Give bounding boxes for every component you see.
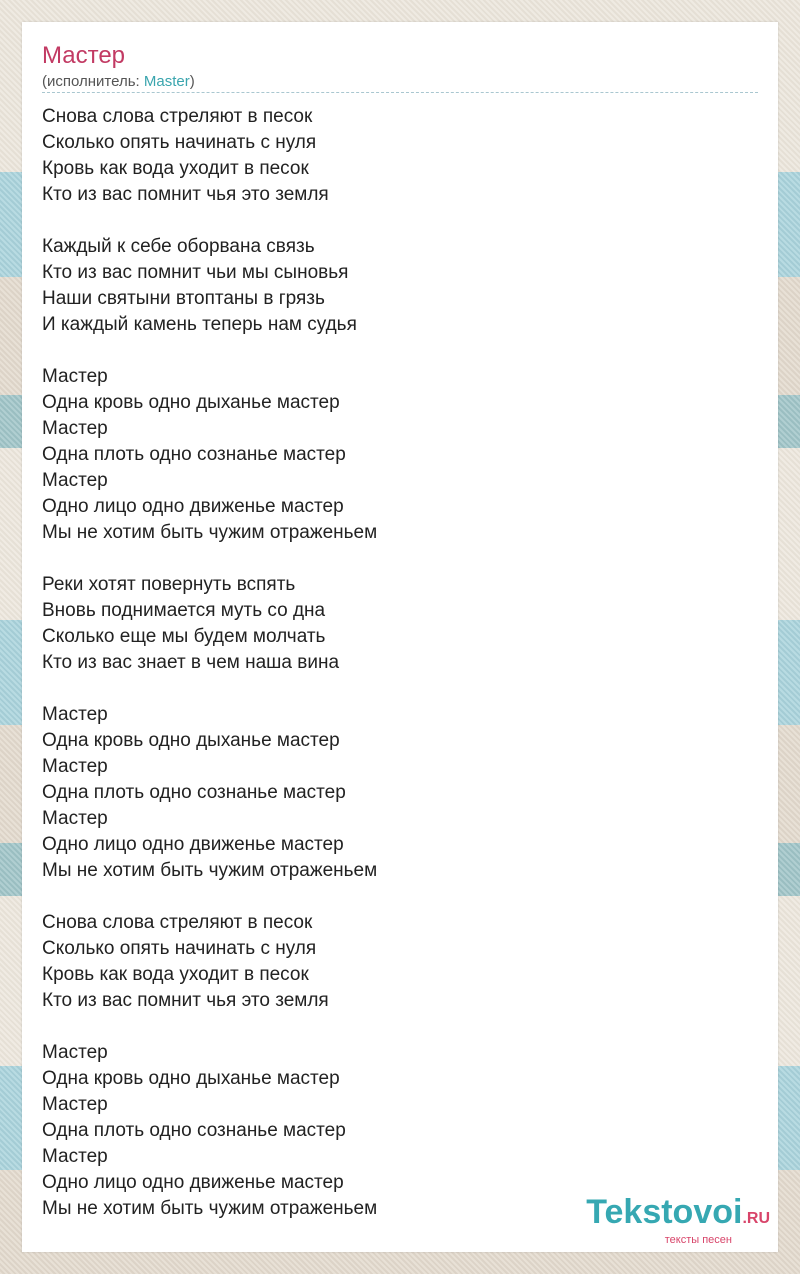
lyric-line: Мастер [42,756,108,777]
lyric-line: Каждый к себе оборвана связь [42,236,315,257]
lyric-line: Одно лицо одно движенье мастер [42,834,344,855]
artist-line [42,73,195,91]
lyric-line: Мы не хотим быть чужим отраженьем [42,860,378,881]
lyric-line: Одно лицо одно движенье мастер [42,496,344,517]
artist-prefix: (исполнитель: [42,73,144,90]
lyric-line: Мы не хотим быть чужим отраженьем [42,1198,378,1219]
lyric-line: Одна кровь одно дыханье мастер [42,1068,340,1089]
lyrics-text [42,104,377,1222]
lyric-line: Одна кровь одно дыханье мастер [42,392,340,413]
lyric-line: Мастер [42,1094,108,1115]
lyric-line: И каждый камень теперь нам судья [42,314,357,335]
artist-suffix: ) [189,73,195,90]
lyric-line: Мастер [42,808,108,829]
lyric-line: Вновь поднимается муть со дна [42,600,326,621]
lyric-line: Кровь как вода уходит в песок [42,964,309,985]
logo-tagline: тексты песен [664,1234,732,1246]
title-divider [42,92,758,93]
lyric-line: Одна плоть одно сознанье мастер [42,782,346,803]
lyric-line: Мастер [42,418,108,439]
lyric-line: Реки хотят повернуть вспять [42,574,296,595]
lyric-line: Сколько опять начинать с нуля [42,132,317,153]
lyric-line: Кто из вас помнит чья это земля [42,990,329,1011]
lyric-line: Одна кровь одно дыханье мастер [42,730,340,751]
lyric-line: Кто из вас помнит чьи мы сыновья [42,262,349,283]
artist-link[interactable]: Master [143,73,190,90]
lyric-line: Мастер [42,366,108,387]
logo-domain: .RU [742,1210,770,1227]
lyric-line: Наши святыни втоптаны в грязь [42,288,325,309]
lyric-line: Снова слова стреляют в песок [42,106,313,127]
lyric-line: Кто из вас помнит чья это земля [42,184,329,205]
lyric-line: Кто из вас знает в чем наша вина [42,652,340,673]
logo-main-text: Tekstovoi [586,1193,743,1231]
lyric-line: Одна плоть одно сознанье мастер [42,444,346,465]
lyric-line: Мастер [42,1042,108,1063]
site-logo[interactable] [586,1195,770,1246]
stanza-break [42,338,377,364]
stanza-break [42,676,377,702]
lyric-line: Кровь как вода уходит в песок [42,158,309,179]
stanza-break [42,884,377,910]
lyric-line: Одна плоть одно сознанье мастер [42,1120,346,1141]
lyric-line: Мастер [42,704,108,725]
stanza-break [42,208,377,234]
stanza-break [42,546,377,572]
lyric-line: Мастер [42,1146,108,1167]
lyric-line: Сколько опять начинать с нуля [42,938,317,959]
lyric-line: Снова слова стреляют в песок [42,912,313,933]
stanza-break [42,1014,377,1040]
song-title: Мастер [42,42,126,69]
lyric-line: Мастер [42,470,108,491]
lyric-line: Одно лицо одно движенье мастер [42,1172,344,1193]
lyric-line: Мы не хотим быть чужим отраженьем [42,522,378,543]
lyric-line: Сколько еще мы будем молчать [42,626,326,647]
lyrics-card [22,22,778,1252]
